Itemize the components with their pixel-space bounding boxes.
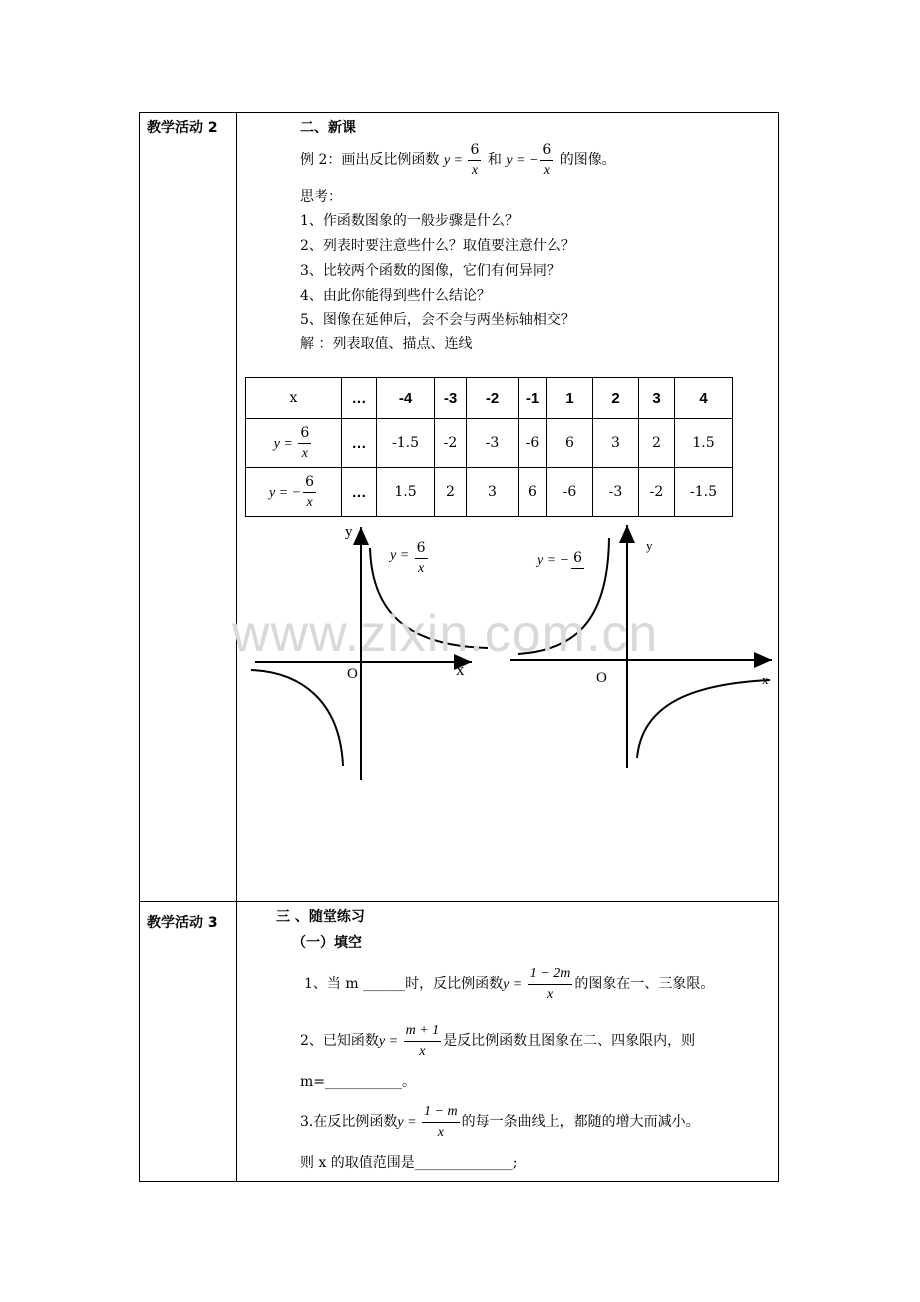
left-y-label: y (345, 524, 353, 540)
right-eq-lhs: y = − (537, 553, 570, 568)
formula2-lhs: y = − (506, 153, 539, 168)
y2-value: -3 (593, 468, 639, 517)
q1-num: 1 − 2m (528, 964, 573, 985)
q1-den: x (546, 986, 554, 1002)
q2-text-a: 2、已知函数 (300, 1033, 379, 1049)
y1-value: 2 (639, 419, 675, 468)
left-x-label: x (456, 660, 465, 679)
think-label: 思考： (300, 189, 342, 205)
right-eq-num: 6 (571, 548, 584, 569)
q1-fraction (528, 964, 573, 1005)
x-value: 1 (547, 378, 593, 419)
y2-ellipsis: … (342, 468, 377, 517)
question-3: 3、比较两个函数的图像，它们有何异同？ (300, 263, 561, 279)
q3-text-a: 3.在反比例函数 (300, 1114, 398, 1130)
y1-header-num: 6 (298, 423, 311, 444)
question-4: 4、由此你能得到些什么结论？ (300, 288, 491, 304)
right-eq-fraction (571, 548, 584, 572)
practice-q3-line2: 则 x 的取值范围是______________; (300, 1155, 518, 1171)
q2-fraction (404, 1021, 442, 1062)
y2-value: 2 (435, 468, 467, 517)
right-y-label: y (646, 538, 653, 553)
x-header: x (246, 378, 342, 419)
y1-ellipsis: … (342, 419, 377, 468)
left-curve-q3 (251, 670, 343, 766)
practice-subheading: （一）填空 (292, 935, 362, 951)
right-equation (537, 548, 586, 572)
x-value: -3 (435, 378, 467, 419)
formula2-num: 6 (540, 140, 553, 161)
y2-value: -1.5 (675, 468, 733, 517)
q3-den: x (437, 1124, 444, 1140)
formula1-den: x (471, 162, 479, 178)
row2-label: 教学活动 2 (147, 120, 218, 136)
practice-q3 (300, 1100, 700, 1145)
q1-lhs: y = (503, 977, 526, 992)
lesson-heading: 二、新课 (300, 120, 356, 136)
x-value: -4 (377, 378, 435, 419)
x-value: 3 (639, 378, 675, 419)
y2-header-lhs: y = − (268, 485, 302, 500)
q2-den: x (419, 1043, 426, 1059)
row3-label: 教学活动 3 (147, 915, 218, 931)
y2-value: 6 (519, 468, 547, 517)
q2-lhs: y = (378, 1034, 402, 1049)
y1-value: -2 (435, 419, 467, 468)
x-value: -2 (467, 378, 519, 419)
q1-text-a: 1、当 m (304, 976, 364, 992)
y2-header-den: x (306, 494, 313, 510)
y2-value: 3 (467, 468, 519, 517)
left-equation (390, 538, 430, 572)
q1-text-c: 的图象在一、三象限。 (574, 976, 715, 992)
example-prefix: 例 2：画出反比例函数 (300, 152, 440, 168)
y1-value: 6 (547, 419, 593, 468)
q1-blank: ______ (363, 976, 406, 992)
left-eq-fraction (415, 538, 428, 572)
formula1-lhs: y = (443, 153, 467, 168)
y1-value: -3 (467, 419, 519, 468)
question-2: 2、列表时要注意些什么？取值要注意什么？ (300, 238, 575, 254)
y1-header-den: x (301, 445, 308, 461)
left-eq-num: 6 (415, 538, 428, 559)
example-suffix: 的图像。 (559, 152, 616, 168)
left-origin-label: O (347, 666, 358, 682)
y2-value: 1.5 (377, 468, 435, 517)
q1-text-b: 时，反比例函数 (405, 976, 504, 992)
y2-value: -6 (547, 468, 593, 517)
formula2-den: x (543, 162, 550, 178)
x-value: -1 (519, 378, 547, 419)
x-value: 2 (593, 378, 639, 419)
practice-q2-line2: m=___________。 (300, 1074, 417, 1090)
practice-q1 (304, 962, 714, 1007)
formula1-num: 6 (468, 140, 481, 161)
right-curve-q4 (637, 680, 770, 758)
practice-q2 (300, 1019, 695, 1064)
left-eq-lhs: y = (390, 548, 413, 563)
q3-lhs: y = (397, 1115, 421, 1130)
y1-value: 3 (593, 419, 639, 468)
question-5: 5、图像在延伸后，会不会与两坐标轴相交？ (300, 312, 575, 328)
x-ellipsis: … (342, 378, 377, 419)
q2-num: m + 1 (404, 1021, 442, 1042)
y2-header-num: 6 (303, 472, 316, 493)
practice-heading: 三 、随堂练习 (276, 909, 365, 925)
right-x-label: x (762, 672, 769, 687)
y1-value: -1.5 (377, 419, 435, 468)
q3-fraction (422, 1102, 460, 1143)
example-and: 和 (487, 152, 502, 168)
y2-value: -2 (639, 468, 675, 517)
q3-num: 1 − m (422, 1102, 460, 1123)
question-1: 1、作函数图象的一般步骤是什么？ (300, 213, 519, 229)
left-eq-den: x (418, 561, 425, 572)
q2-text-b: 是反比例函数且图象在二、四象限内，则 (443, 1033, 696, 1049)
q3-text-b: 的每一条曲线上，都随的增大而减小。 (461, 1114, 700, 1130)
y1-value: -6 (519, 419, 547, 468)
y1-header-lhs: y = (273, 436, 297, 451)
y1-value: 1.5 (675, 419, 733, 468)
right-origin-label: O (596, 670, 607, 686)
x-value: 4 (675, 378, 733, 419)
watermark: www.zixin.com.cn (232, 605, 659, 663)
solution-text: 解 ：列表取值、描点、连线 (300, 336, 473, 352)
